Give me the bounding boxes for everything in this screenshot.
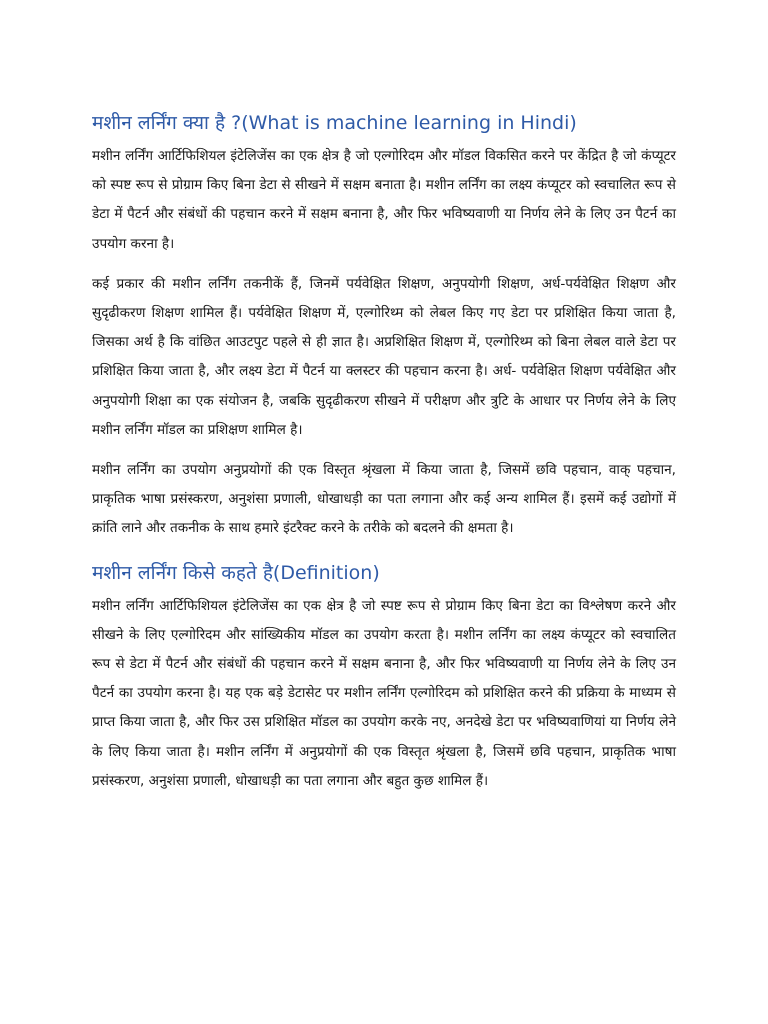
section-heading-definition: मशीन लर्निंग किसे कहते है(Definition) [92,561,380,584]
paragraph: मशीन लर्निंग आर्टिफिशियल इंटेलिजेंस का एक क्षेत्र है जो एल्गोरिदम और मॉडल विकसित करने पर केंद्रित है जो कंप्यूटर को स्पष्ट रूप से प्रोग्राम किए बिना डेटा से सीखने में सक्षम बनाता है। मशीन लर्निंग का लक्ष्य कंप्यूटर को स्वचालित रूप से डेटा में पैटर्न और संबंधों की पहचान करने में सक्षम बनाना है, और फिर भविष्यवाणी या निर्णय लेने के लिए उन पैटर्न का उपयोग करना है। [92,148,676,252]
paragraph: मशीन लर्निंग आर्टिफिशियल इंटेलिजेंस का एक क्षेत्र है जो स्पष्ट रूप से प्रोग्राम किए बिना डेटा का विश्लेषण करने और सीखने के लिए एल्गोरिदम और सांख्यिकीय मॉडल का उपयोग करता है। मशीन लर्निंग का लक्ष्य कंप्यूटर को स्वचालित रूप से डेटा में पैटर्न और संबंधों की पहचान करने में सक्षम बनाना है, और फिर भविष्यवाणी या निर्णय लेने के लिए उन पैटर्न का उपयोग करना है। यह एक बड़े डेटासेट पर मशीन लर्निंग एल्गोरिदम को प्रशिक्षित करने की प्रक्रिया के माध्यम से प्राप्त किया जाता है, और फिर उस प्रशिक्षित मॉडल का उपयोग करके नए, अनदेखे डेटा पर भविष्यवाणियां या निर्णय लेने के लिए किया जाता है। मशीन लर्निंग में अनुप्रयोगों की एक विस्तृत श्रृंखला है, जिसमें छवि पहचान, प्राकृतिक भाषा प्रसंस्करण, अनुशंसा प्रणाली, धोखाधड़ी का पता लगाना और बहुत कुछ शामिल हैं। [92,597,676,789]
section-heading-what-is-ml: मशीन लर्निंग क्या है ?(What is machine learning in Hindi) [92,112,577,134]
document-page [92,110,676,807]
paragraph: कई प्रकार की मशीन लर्निंग तकनीकें हैं, जिनमें पर्यवेक्षित शिक्षण, अनुपयोगी शिक्षण, अर्ध-पर्यवेक्षित शिक्षण और सुदृढीकरण शिक्षण शामिल हैं। पर्यवेक्षित शिक्षण में, एल्गोरिथ्म को लेबल किए गए डेटा पर प्रशिक्षित किया जाता है, जिसका अर्थ है कि वांछित आउटपुट पहले से ही ज्ञात है। अप्रशिक्षित शिक्षण में, एल्गोरिथ्म को बिना लेबल वाले डेटा पर प्रशिक्षित किया जाता है, और लक्ष्य डेटा में पैटर्न या क्लस्टर की पहचान करना है। अर्ध- पर्यवेक्षित शिक्षण पर्यवेक्षित और अनुपयोगी शिक्षा का एक संयोजन है, जबकि सुदृढीकरण सीखने में परीक्षण और त्रुटि के आधार पर निर्णय लेने के लिए मशीन लर्निंग मॉडल का प्रशिक्षण शामिल है। [92,275,676,438]
paragraph: मशीन लर्निंग का उपयोग अनुप्रयोगों की एक विस्तृत श्रृंखला में किया जाता है, जिसमें छवि पहचान, वाक् पहचान, प्राकृतिक भाषा प्रसंस्करण, अनुशंसा प्रणाली, धोखाधड़ी का पता लगाना और कई अन्य शामिल हैं। इसमें कई उद्योगों में क्रांति लाने और तकनीक के साथ हमारे इंटरैक्ट करने के तरीके को बदलने की क्षमता है। [92,462,676,537]
